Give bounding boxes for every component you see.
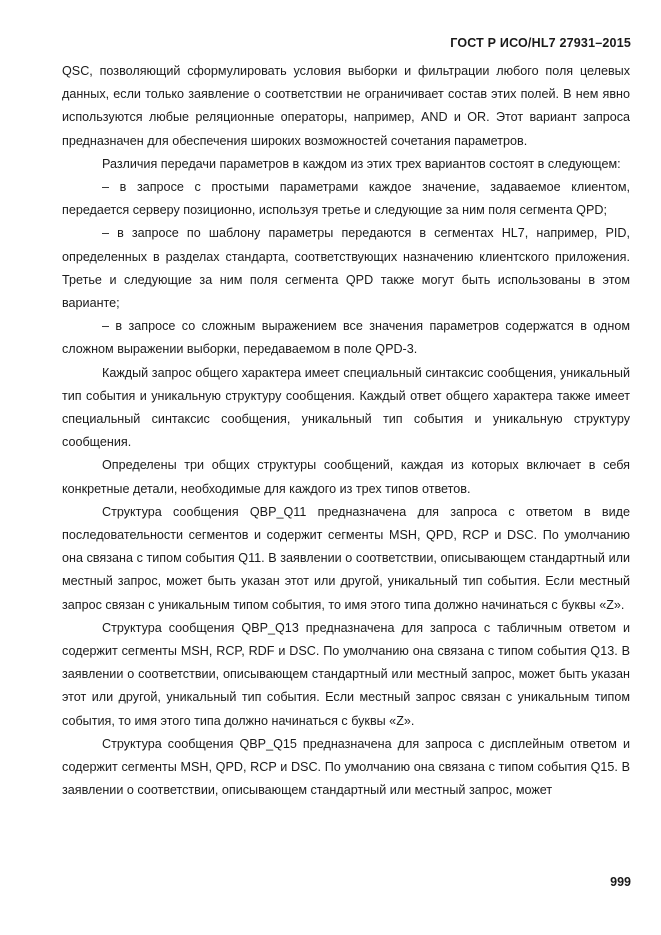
list-item: – в запросе с простыми параметрами каждое значение, задаваемое клиентом, передается серверу позиционно, используя третье и следующие за ним поля сегмента QPD; [62, 180, 630, 218]
body-text [62, 60, 630, 803]
paragraph: Различия передачи параметров в каждом из этих трех вариантов состоят в следующем: [102, 156, 621, 171]
paragraph: Каждый запрос общего характера имеет специальный синтаксис сообщения, уникальный тип события и уникальную структуру сообщения. Каждый ответ общего характера также имеет специальный синтаксис сообщения, уникальный тип события и уникальную структуру сообщения. [62, 365, 630, 450]
list-item: – в запросе со сложным выражением все значения параметров содержатся в одном сложном выражении выборки, передаваемом в поле QPD-3. [62, 319, 630, 357]
page-number: 999 [610, 875, 631, 889]
paragraph: Структура сообщения QBP_Q13 предназначена для запроса с табличным ответом и содержит сегменты MSH, RCP, RDF и DSC. По умолчанию она связана с типом события Q13. В заявлении о соответствии, описывающем стандартный или местный запрос, может быть указан этот или другой, уникальный тип события. Если местный запрос связан с уникальным типом события, то имя этого типа должно начинаться с буквы «Z». [62, 620, 630, 728]
paragraph: Определены три общих структуры сообщений, каждая из которых включает в себя конкретные детали, необходимые для каждого из трех типов ответов. [62, 458, 630, 496]
paragraph: QSC, позволяющий сформулировать условия выборки и фильтрации любого поля целевых данных, если только заявление о соответствии не ограничивает состав этих полей. В нем явно используются любые реляционные операторы, например, AND и OR. Этот вариант запроса предназначен для обеспечения широких возможностей сочетания параметров. [62, 64, 630, 148]
paragraph: Структура сообщения QBP_Q11 предназначена для запроса с ответом в виде последовательности сегментов и содержит сегменты MSH, QPD, RCP и DSC. По умолчанию она связана с типом события Q11. В заявлении о соответствии, описывающем стандартный или местный запрос, может быть указан этот или другой, уникальный тип события. Если местный запрос связан с уникальным типом события, то имя этого типа должно начинаться с буквы «Z». [62, 504, 630, 612]
list-item: – в запросе по шаблону параметры передаются в сегментах HL7, например, PID, определенных в разделах стандарта, соответствующих назначению клиентского приложения. Третье и следующие за ним поля сегмента QPD также могут быть использованы в этом варианте; [62, 226, 630, 311]
running-header: ГОСТ Р ИСО/HL7 27931–2015 [450, 36, 631, 50]
paragraph: Структура сообщения QBP_Q15 предназначена для запроса с дисплейным ответом и содержит сегменты MSH, QPD, RCP и DSC. По умолчанию она связана с типом события Q15. В заявлении о соответствии, описывающем стандартный или местный запрос, может [62, 736, 630, 798]
